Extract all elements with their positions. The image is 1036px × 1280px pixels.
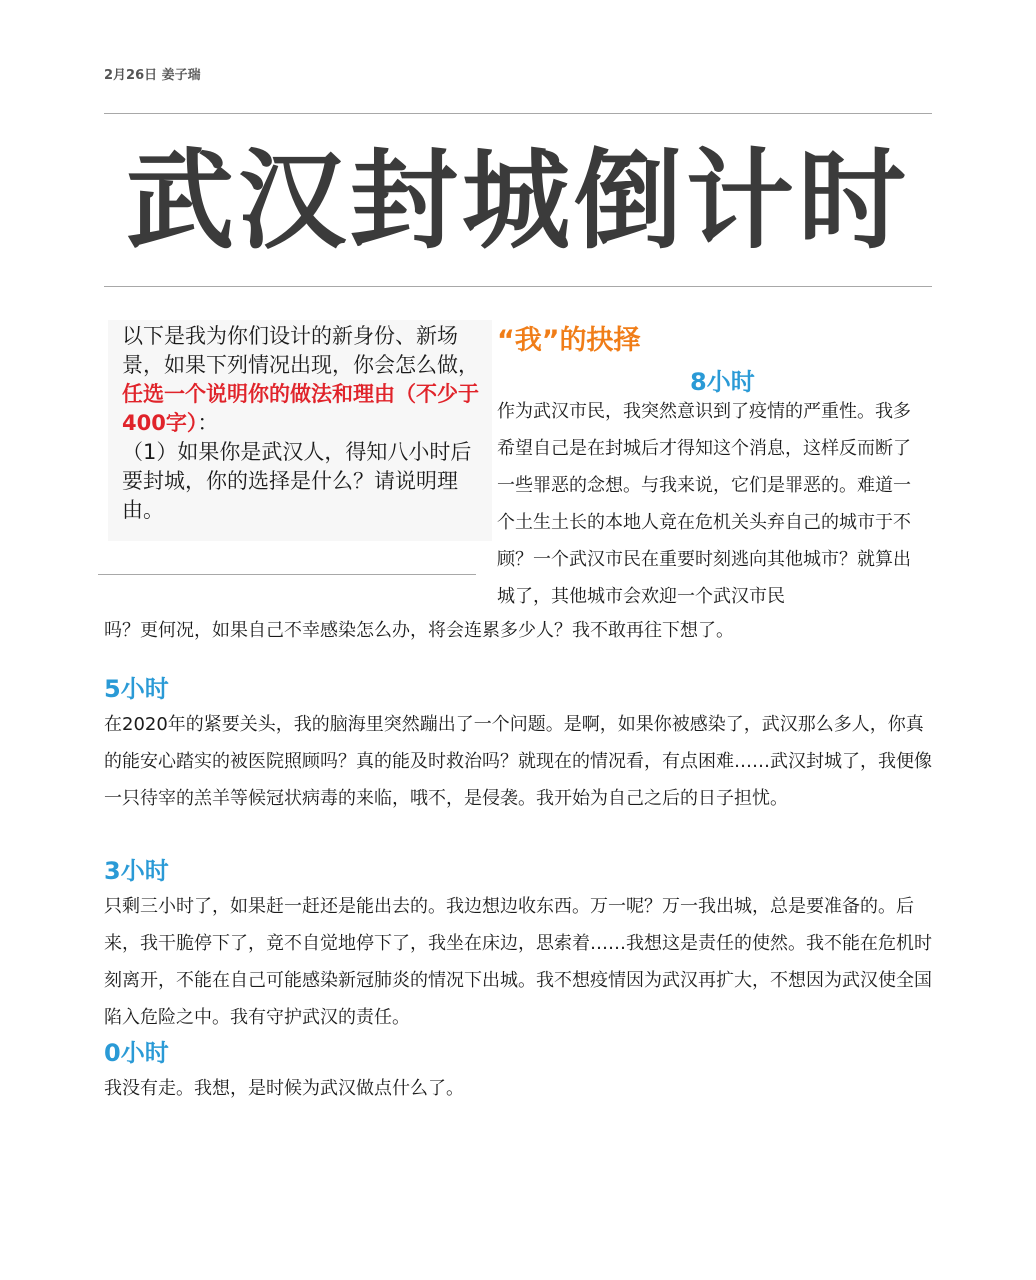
section-8-text: 作为武汉市民，我突然意识到了疫情的严重性。我多希望自己是在封城后才得知这个消息，这样反而断了一些罪恶的念想。与我来说，它们是罪恶的。难道一个土生土长的本地人竟在危机关头弃自己的城市于不顾？一个武汉市民在重要时刻逃向其他城市？就算出城了，其他城市会欢迎一个武汉市民 [497,401,911,607]
prompt-requirement: 任选一个说明你的做法和理由（不少于400字） [122,382,479,435]
hour-heading-5: 5小时 [104,675,169,703]
prompt-divider [98,574,476,575]
article-heading: “我”的抉择 [497,325,641,356]
hour-heading-0: 0小时 [104,1039,169,1067]
section-0 [104,1036,934,1107]
section-3 [104,854,934,1036]
title-divider [104,286,932,287]
prompt-text [122,322,482,438]
prompt-colon: ： [197,411,219,435]
prompt-intro: 以下是我为你们设计的新身份、新场景，如果下列情况出现，你会怎么做， [122,324,479,377]
dateline: 2月26日 姜子瑞 [104,68,201,83]
hour-heading-3: 3小时 [104,857,169,885]
prompt-box [108,320,492,541]
section-3-text: 只剩三小时了，如果赶一赶还是能出去的。我边想边收东西。万一呢？万一我出城，总是要准备的。后来，我干脆停下了，竟不自觉地停下了，我坐在床边，思索着……我想这是责任的使然。我不能在危机时刻离开，不能在自己可能感染新冠肺炎的情况下出城。我不想疫情因为武汉再扩大，不想因为武汉使全国陷入危险之中。我有守护武汉的责任。 [104,896,932,1028]
section-0-text: 我没有走。我想，是时候为武汉做点什么了。 [104,1078,464,1099]
top-divider [104,113,932,114]
page-title: 武汉封城倒计时 [125,139,910,264]
prompt-question: （1）如果你是武汉人，得知八小时后要封城，你的选择是什么？请说明理由。 [122,440,472,522]
hour-heading-8: 8小时 [690,368,755,396]
section-5 [104,672,934,817]
section-5-text: 在2020年的紧要关头，我的脑海里突然蹦出了一个问题。是啊，如果你被感染了，武汉那么多人，你真的能安心踏实的被医院照顾吗？真的能及时救治吗？就现在的情况看，有点困难……武汉封城了，我便像一只待宰的羔羊等候冠状病毒的来临，哦不，是侵袭。我开始为自己之后的日子担忧。 [104,714,932,809]
section-8-text-continued: 吗？更何况，如果自己不幸感染怎么办，将会连累多少人？我不敢再往下想了。 [104,620,734,641]
